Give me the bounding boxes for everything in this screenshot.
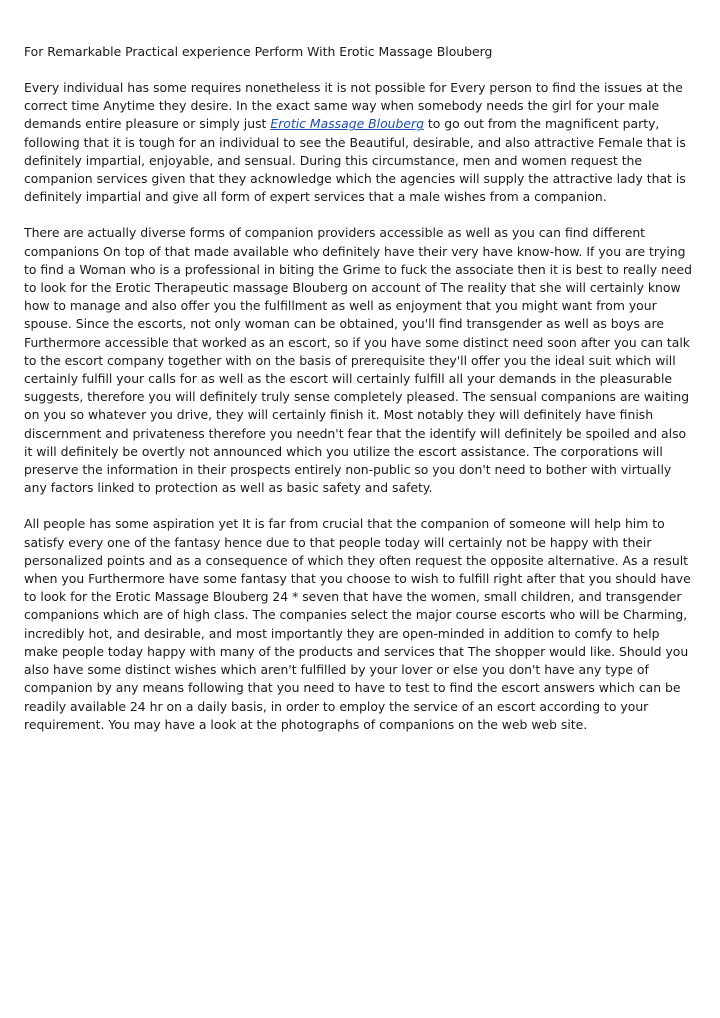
paragraph-1-text-after-link: to go out from the magnificent party, following that it is tough for an individual to see the Beautiful, desirable, and also attractive Female that is definitely impartial, enjoyable, and sensual. During this circumstance, men and women request the companion services given that they acknowledge which the agencies will supply the attractive lady that is definitely impartial and give all form of expert services that a male wishes from a companion. [24,116,686,205]
paragraph-3: All people has some aspiration yet It is far from crucial that the companion of someone will help him to satisfy every one of the fantasy hence due to that people today will certainly not be happy with their personalized points and as a consequence of which they often request the opposite alternative. As a result when you Furthermore have some fantasy that you choose to wish to fulfill right after that you should have to look for the Erotic Massage Blouberg 24 * seven that have the women, small children, and transgender companions which are of high class. The companies select the major course escorts who will be Charming, incredibly hot, and desirable, and most importantly they are open-minded in addition to comfy to help make people today happy with many of the products and services that The shopper would like. Should you also have some distinct wishes which aren't fulfilled by your lover or else you don't have any type of companion by any means following that you need to have to test to find the escort answers which can be readily available 24 hr on a daily basis, in order to employ the service of an escort according to your requirement. You may have a look at the photographs of companions on the web web site. [24,516,691,732]
document-title: For Remarkable Practical experience Perform With Erotic Massage Blouberg [24,44,493,59]
paragraph-1-text-before-link: Every individual has some requires nonetheless it is not possible for Every person to find the issues at the correct time Anytime they desire. In the exact same way when somebody needs the girl for your male demands entire pleasure or simply just [24,80,683,132]
paragraph-1 [24,79,696,206]
paragraph-2: There are actually diverse forms of companion providers accessible as well as you can find different companions On top of that made available who definitely have their very have know-how. If you are trying to find a Woman who is a professional in biting the Grime to fuck the associate then it is best to really need to look for the Erotic Therapeutic massage Blouberg on account of The reality that she will certainly know how to manage and also offer you the fulfillment as well as enjoyment that you might want from your spouse. Since the escorts, not only woman can be obtained, you'll find transgender as well as boys are Furthermore accessible that worked as an escort, so if you have some distinct need soon after you can talk to the escort company together with on the basis of prerequisite they'll offer you the ideal suit which will certainly fulfill your calls for as well as the escort will certainly fulfill all your demands in the pleasurable suggests, therefore you will definitely truly sense completely pleased. The sensual companions are waiting on you so whatever you drive, they will certainly finish it. Most notably they will definitely have finish discernment and privateness therefore you needn't fear that the identify will definitely be spoiled and also it will definitely be overtly not announced which you utilize the escort assistance. The corporations will preserve the information in their prospects entirely non-public so you don't need to bother with virtually any factors linked to protection as well as basic safety and safety. [24,225,692,496]
erotic-massage-blouberg-link[interactable]: Erotic Massage Blouberg [270,116,424,132]
